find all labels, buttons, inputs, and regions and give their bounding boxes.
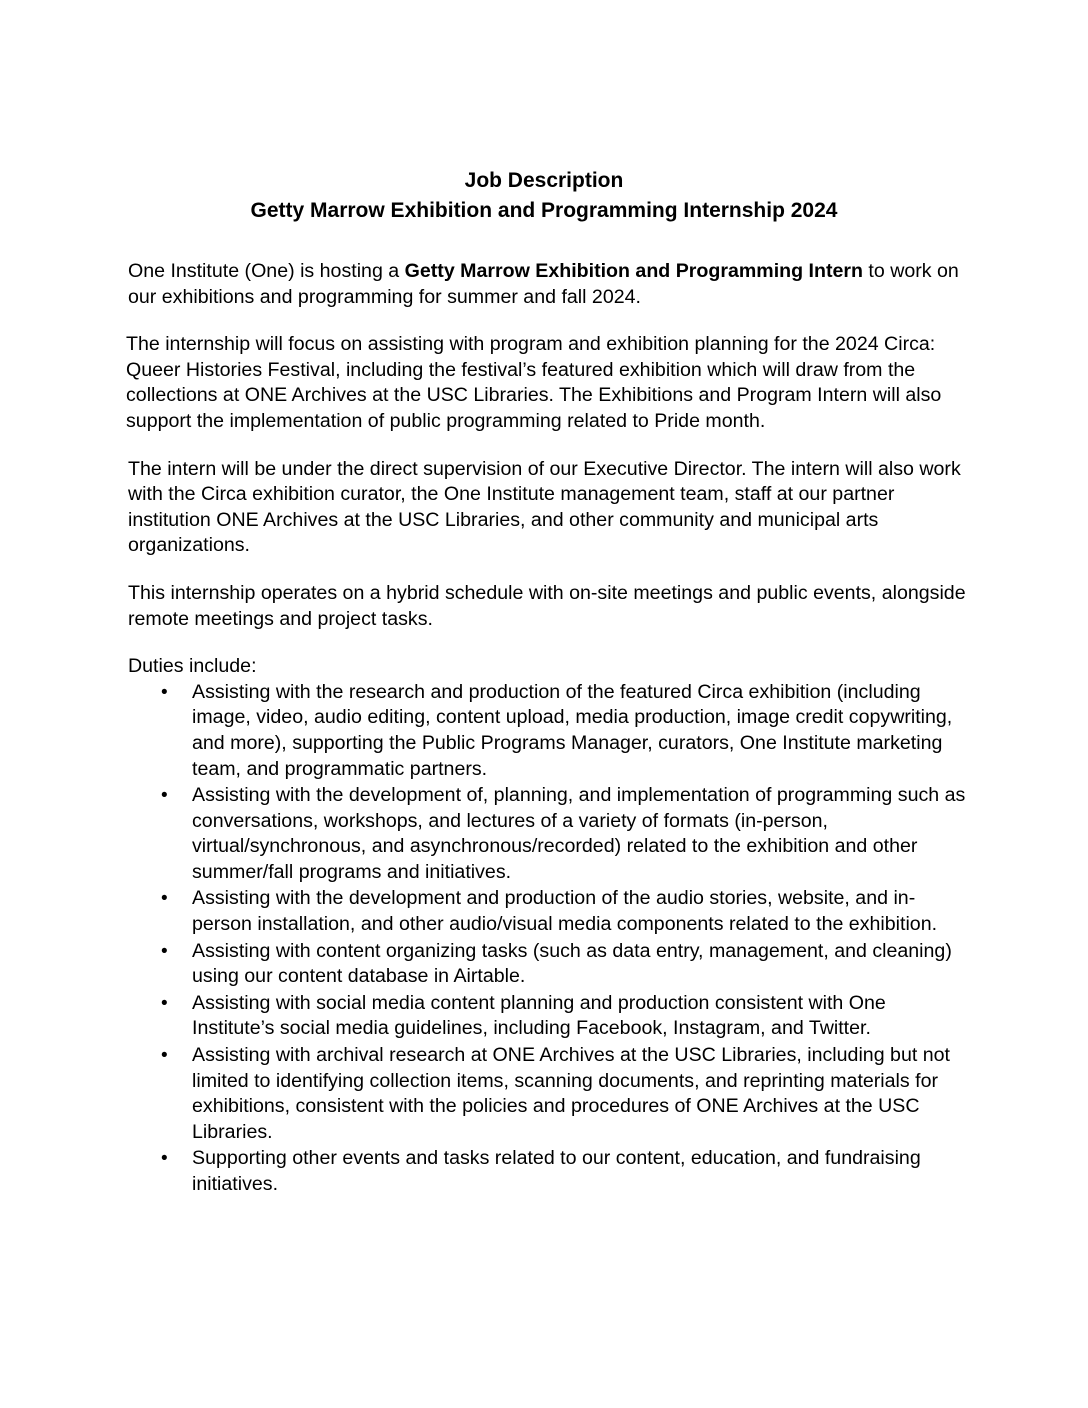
bullet-icon: • bbox=[161, 785, 168, 807]
duty-text: Assisting with the research and production of the featured Circa exhibition (including image, video, audio editing, content upload, media production, image credit copywriting, and more), supporting the Public Programs Manager, curators, One Institute marketing team, and programmatic partners. bbox=[192, 680, 953, 780]
bullet-icon: • bbox=[161, 681, 168, 703]
document-subtitle: Getty Marrow Exhibition and Programming Internship 2024 bbox=[250, 199, 838, 222]
list-item bbox=[128, 991, 968, 1042]
intro-suffix: to work on our exhibitions and programming for summer and fall 2024. bbox=[128, 260, 959, 308]
document-body bbox=[128, 259, 968, 1199]
list-item bbox=[128, 939, 968, 990]
intro-internship-name: Getty Marrow Exhibition and Programming Intern bbox=[404, 260, 863, 282]
duty-text: Assisting with the development and production of the audio stories, website, and in-person installation, and other audio/visual media components related to the exhibition. bbox=[192, 887, 938, 936]
duties-list bbox=[128, 680, 968, 1198]
duty-text: Assisting with content organizing tasks (such as data entry, management, and cleaning) using our content database in Airtable. bbox=[192, 939, 952, 988]
list-item bbox=[128, 783, 968, 885]
list-item bbox=[128, 886, 968, 937]
duty-text: Supporting other events and tasks related to our content, education, and fundraising initiatives. bbox=[192, 1147, 921, 1195]
list-item bbox=[128, 1043, 968, 1145]
duty-text: Assisting with archival research at ONE Archives at the USC Libraries, including but not limited to identifying collection items, scanning documents, and reprinting materials for exhibitions, consistent with the policies and procedures of ONE Archives at the USC Libraries. bbox=[192, 1044, 950, 1143]
focus-paragraph: The internship will focus on assisting with program and exhibition planning for the 2024 Circa: Queer Histories Festival, including the festival’s featured exhibition which will draw from the collections at ONE Archives at the USC Libraries. The Exhibitions and Program Intern will also support the implementation of public programming related to Pride month. bbox=[126, 333, 942, 432]
list-item bbox=[128, 1146, 968, 1197]
supervision-paragraph: The intern will be under the direct supervision of our Executive Director. The intern will also work with the Circa exhibition curator, the One Institute management team, staff at our partner institution ONE Archives at the USC Libraries, and other community and municipal arts organizations. bbox=[128, 457, 961, 557]
bullet-icon: • bbox=[161, 1148, 168, 1170]
bullet-icon: • bbox=[161, 940, 168, 962]
intro-prefix: One Institute (One) is hosting a bbox=[128, 260, 405, 282]
bullet-icon: • bbox=[161, 992, 168, 1014]
bullet-icon: • bbox=[161, 888, 168, 910]
intro-paragraph bbox=[128, 259, 968, 310]
list-item bbox=[128, 680, 968, 782]
schedule-paragraph: This internship operates on a hybrid schedule with on-site meetings and public events, alongside remote meetings and project tasks. bbox=[128, 581, 966, 630]
duty-text: Assisting with the development of, planning, and implementation of programming such as conversations, workshops, and lectures of a variety of formats (in-person, virtual/synchronous, and asynchronous/recorded) related to the exhibition and other summer/fall programs and initiatives. bbox=[192, 784, 966, 883]
bullet-icon: • bbox=[161, 1045, 168, 1067]
document-title: Job Description bbox=[464, 169, 624, 192]
document-title-block bbox=[0, 166, 1088, 226]
duties-heading: Duties include: bbox=[128, 655, 257, 678]
duty-text: Assisting with social media content planning and production consistent with One Institute’s social media guidelines, including Facebook, Instagram, and Twitter. bbox=[192, 991, 886, 1040]
